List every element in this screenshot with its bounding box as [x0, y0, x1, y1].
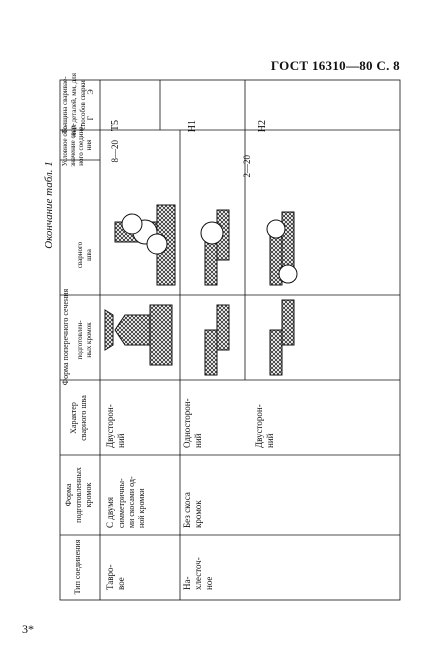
- row1-prepared-edge-drawing: [105, 305, 172, 365]
- header-edge-form-1: Форма: [64, 483, 73, 507]
- page-number: 3*: [22, 622, 34, 636]
- lap2-plate-lower: [270, 330, 282, 375]
- lap-weld-plate-lower: [205, 240, 217, 285]
- row1-edge-1: С двумя: [105, 497, 115, 528]
- header-prepared-edges-1: подготовлен-: [76, 320, 84, 360]
- row1-joint-2: вое: [116, 577, 126, 590]
- row2-code: Н1: [187, 120, 198, 133]
- lap2-weld-plate-upper: [282, 212, 294, 267]
- row2-weld-1: Односторон-: [182, 398, 192, 448]
- lap2-weld-bead-top: [267, 220, 285, 238]
- header-weld-char-1: Характер: [69, 402, 78, 434]
- row2-thickness: 2—20: [242, 155, 252, 178]
- header-thickness-3: способов сварки: [79, 80, 87, 130]
- header-joint-type: Тип соединения: [73, 539, 82, 595]
- table-title: Окончание табл. 1: [43, 161, 55, 249]
- table-row: [182, 120, 252, 590]
- row1-joint-1: Тавро-: [105, 564, 115, 590]
- lap2-weld-bead-bottom: [279, 265, 297, 283]
- table-row: [105, 120, 175, 590]
- row1-edge-3: ми скосами од-: [127, 476, 136, 528]
- row1-edge-2: симметричны-: [117, 478, 126, 528]
- row2-edge-2: кромок: [193, 500, 203, 528]
- header-weld-char-2: сварного шва: [79, 395, 88, 441]
- row1-edge-4: ной кромки: [137, 488, 146, 528]
- row2-joint-2: хлесточ-: [193, 557, 203, 590]
- header-prepared-edges-2: ных кромок: [85, 322, 93, 358]
- header-method-g: Г: [86, 115, 95, 121]
- header-designation-1: Условное обо-: [61, 123, 69, 167]
- lap2-plate-upper: [282, 300, 294, 345]
- row3-weld-2: ний: [265, 433, 275, 448]
- row1-thickness: 8—20: [110, 140, 120, 163]
- header-designation-3: ного соедине-: [77, 124, 85, 166]
- t-joint-plate-base: [150, 305, 172, 365]
- header-cross-section: Форма поперечного сечения: [61, 288, 70, 386]
- t-joint-plate-web: [115, 315, 150, 345]
- row2-joint-1: На-: [182, 576, 192, 590]
- header-designation-4: ния: [85, 139, 93, 151]
- t-joint-plate-flange: [105, 310, 113, 350]
- header-edge-form-3: кромок: [84, 482, 93, 508]
- row2-weld-2: ний: [193, 433, 203, 448]
- header-texts: [61, 72, 95, 594]
- header-thickness-1: Толщина сваривае-: [61, 76, 69, 134]
- row3-code: Н2: [257, 120, 268, 133]
- header-designation-2: значение свар-: [69, 123, 77, 167]
- row3-prepared-edge-drawing: [270, 300, 294, 375]
- row1-weld-1: Двусторон-: [105, 404, 115, 448]
- lap-plate-lower: [205, 330, 217, 375]
- header-thickness-2: мых деталей, мм, для: [70, 73, 78, 137]
- lap-plate-upper: [217, 305, 229, 350]
- row2-prepared-edge-drawing: [205, 305, 229, 375]
- header-weld-seam-2: шва: [85, 249, 93, 261]
- row1-code: Т5: [110, 120, 121, 132]
- weld-bead-bottom: [147, 234, 167, 254]
- standard-header: ГОСТ 16310—80 С. 8: [270, 58, 400, 73]
- row2-edge-1: Без скоса: [182, 492, 192, 528]
- header-edge-form-2: подготовленных: [74, 467, 83, 523]
- row3-weld-1: Двусторон-: [254, 404, 264, 448]
- header-weld-seam-1: сварного: [76, 241, 84, 269]
- row1-weld-2: ний: [116, 433, 126, 448]
- row2-weld-drawing: [201, 210, 229, 285]
- lap-weld-bead: [201, 222, 223, 244]
- row2-joint-3: ное: [204, 576, 214, 590]
- table-row: [254, 120, 297, 448]
- header-method-e: Э: [86, 89, 95, 95]
- row3-weld-drawing: [267, 212, 297, 285]
- row1-weld-drawing: [115, 205, 175, 285]
- weld-bead-top: [122, 214, 142, 234]
